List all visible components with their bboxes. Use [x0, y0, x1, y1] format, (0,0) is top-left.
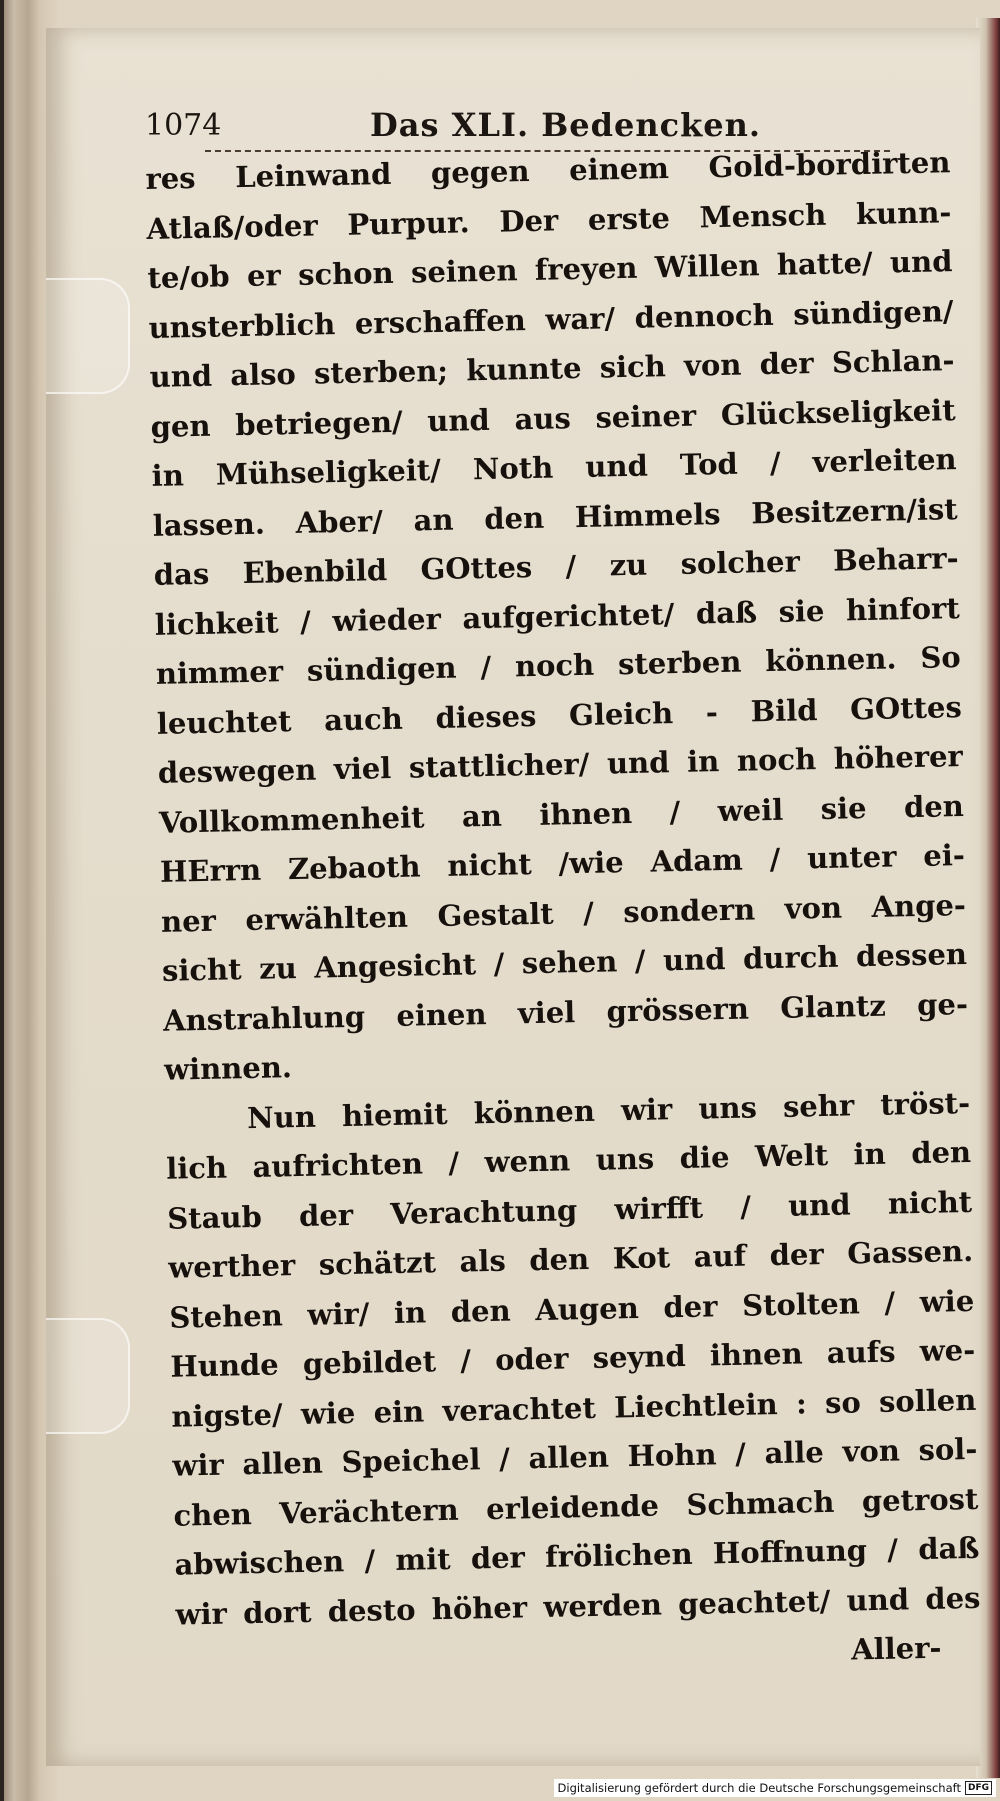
page-clip-bottom: [46, 1318, 130, 1434]
text-line: in Mühseligkeit/ Noth und Tod / verleiten: [151, 442, 957, 493]
text-line: lassen. Aber/ an den Himmels Besitzern/ist: [152, 491, 958, 543]
digitization-credit: [554, 1779, 996, 1797]
text-line: Nun hiemit können wir uns sehr tröst-: [246, 1085, 971, 1135]
body-text: [145, 138, 982, 1689]
text-line: lichkeit / wieder aufgerichtet/ daß sie hinfort: [154, 590, 961, 642]
text-line: das Ebenbild GOttes / zu solcher Beharr-: [153, 541, 959, 592]
text-line: ner erwählten Gestalt / sondern von Ange-: [160, 887, 967, 939]
dfg-logo-icon: DFG: [965, 1781, 992, 1795]
text-line: nigste/ wie ein verachtet Liechtlein : so sollen: [171, 1382, 977, 1434]
text-line: gen betriegen/ und aus seiner Glückseligkeit: [150, 392, 956, 444]
catchword: Aller-: [850, 1630, 942, 1667]
text-line: Vollkommenheit an ihnen / weil sie den: [158, 788, 965, 840]
text-line: chen Verächtern erleidende Schmach getrost: [173, 1481, 979, 1533]
text-line: deswegen viel stattlicher/ und in noch höherer: [157, 739, 964, 790]
text-line: lich aufrichten / wenn uns die Welt in den: [165, 1134, 972, 1186]
text-line: winnen.: [163, 1050, 293, 1087]
text-line: leuchtet auch dieses Gleich - Bild GOttes: [156, 689, 963, 741]
credit-text: Digitalisierung gefördert durch die Deutsche Forschungsgemeinschaft: [557, 1781, 961, 1795]
text-line: Staub der Verachtung wirfft / und nicht: [166, 1184, 973, 1236]
text-line: und also sterben; kunnte sich von der Schlan-: [149, 343, 955, 394]
text-line: abwischen / mit der frölichen Hoffnung / daß: [174, 1530, 980, 1582]
text-line: te/ob er schon seinen freyen Willen hatte/ und: [147, 244, 953, 295]
page-clip-top: [46, 278, 130, 394]
text-line: sicht zu Angesicht / sehen / und durch dessen: [161, 936, 968, 988]
text-line: Atlaß/oder Purpur. Der erste Mensch kunn-: [146, 194, 952, 246]
text-line: werther schätzt als den Kot auf der Gassen.: [167, 1233, 974, 1285]
text-line: wir allen Speichel / allen Hohn / alle von sol-: [172, 1431, 978, 1483]
text-line: Stehen wir/ in den Augen der Stolten / wie: [168, 1283, 975, 1335]
text-line: unsterblich erschaffen war/ dennoch sündigen/: [148, 293, 954, 345]
running-head: Das XLI. Bedencken.: [370, 106, 762, 144]
text-line: Hunde gebildet / oder seynd ihnen aufs we-: [170, 1332, 976, 1384]
text-line: res Leinwand gegen einem Gold-bordirten: [145, 145, 951, 196]
text-line: wir dort desto höher werden geachtet/ und des: [175, 1580, 981, 1632]
page-number: 1074: [145, 108, 222, 143]
text-line: nimmer sündigen / noch sterben können. So: [155, 640, 962, 691]
text-line: HErrn Zebaoth nicht /wie Adam / unter ei-: [159, 837, 966, 889]
text-line: Anstrahlung einen viel grössern Glantz ge-: [162, 986, 969, 1038]
